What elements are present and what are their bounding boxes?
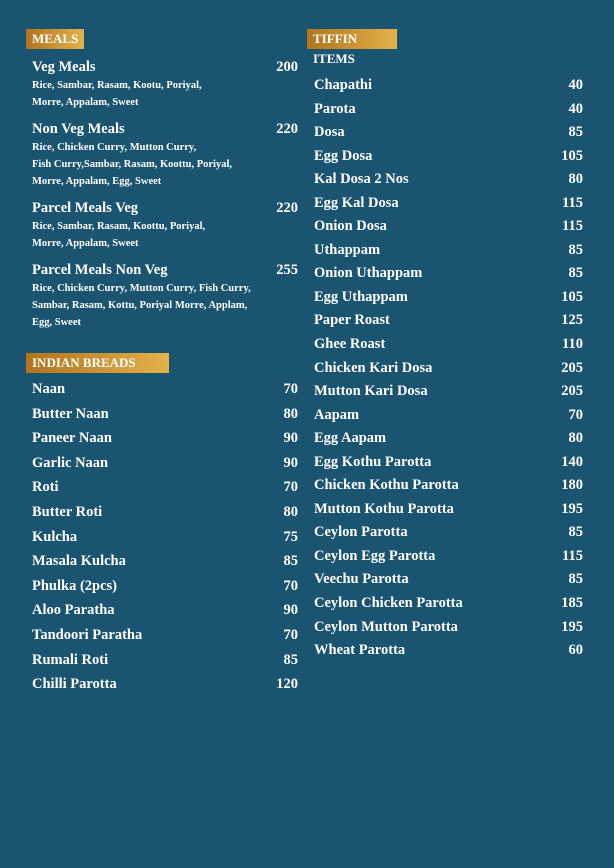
item-name: Dosa xyxy=(314,124,345,141)
item-name: Chicken Kari Dosa xyxy=(314,359,433,376)
menu-item xyxy=(314,357,583,381)
menu-item xyxy=(314,451,583,475)
item-name: Egg Kothu Parotta xyxy=(314,453,432,470)
menu-item xyxy=(32,598,298,623)
menu-item xyxy=(314,215,583,239)
meal-title-row xyxy=(32,260,298,280)
item-name: Garlic Naan xyxy=(32,454,109,471)
menu-item xyxy=(32,426,298,451)
description-line: Rice, Sambar, Rasam, Koottu, Poriyal, xyxy=(32,221,206,232)
item-price: 40 xyxy=(568,100,583,117)
tiffin-items-list xyxy=(314,74,583,663)
menu-item xyxy=(314,521,583,545)
item-price: 85 xyxy=(283,553,298,570)
menu-item xyxy=(314,568,583,592)
meals-list xyxy=(32,57,298,331)
menu-item xyxy=(314,262,583,286)
right-column xyxy=(307,29,583,663)
menu-item xyxy=(32,500,298,525)
item-price: 80 xyxy=(283,405,298,422)
item-price: 115 xyxy=(562,194,583,211)
item-price: 70 xyxy=(283,577,298,594)
item-price: 70 xyxy=(283,626,298,643)
item-price: 200 xyxy=(276,59,298,75)
menu-item xyxy=(32,451,298,476)
item-name: Onion Dosa xyxy=(314,218,387,235)
item-price: 70 xyxy=(568,406,583,423)
item-name: Rumali Roti xyxy=(32,651,109,668)
indian-breads-header: INDIAN BREADS xyxy=(26,353,169,373)
item-price: 85 xyxy=(568,524,583,541)
item-price: 70 xyxy=(283,479,298,496)
item-name: Uthappam xyxy=(314,241,381,258)
menu-item xyxy=(314,333,583,357)
item-price: 85 xyxy=(568,124,583,141)
item-price: 195 xyxy=(561,500,583,517)
item-price: 85 xyxy=(568,571,583,588)
description-line: Rice, Chicken Curry, Mutton Curry, Fish Curry, xyxy=(32,283,251,294)
item-name: Egg Kal Dosa xyxy=(314,194,399,211)
item-name: Non Veg Meals xyxy=(32,121,125,137)
menu-item xyxy=(314,239,583,263)
item-name: Kulcha xyxy=(32,528,78,545)
menu-item xyxy=(32,549,298,574)
item-name: Butter Naan xyxy=(32,405,109,422)
description-line: Morre, Appalam, Sweet xyxy=(32,97,139,108)
item-price: 85 xyxy=(568,265,583,282)
menu-item xyxy=(314,145,583,169)
item-description xyxy=(32,77,298,111)
item-name: Veg Meals xyxy=(32,59,96,75)
item-name: Masala Kulcha xyxy=(32,553,126,570)
item-name: Naan xyxy=(32,381,66,397)
item-name: Chapathi xyxy=(314,77,373,93)
item-price: 70 xyxy=(283,381,298,397)
description-line: Sambar, Rasam, Kottu, Poriyal Morre, Applam, xyxy=(32,300,248,311)
item-name: Ghee Roast xyxy=(314,336,386,353)
item-price: 180 xyxy=(561,477,583,494)
item-name: Ceylon Parotta xyxy=(314,524,408,541)
item-description xyxy=(32,139,298,190)
indian-breads-list xyxy=(32,377,298,697)
item-price: 90 xyxy=(283,602,298,619)
item-price: 125 xyxy=(561,312,583,329)
meal-item xyxy=(32,57,298,111)
menu-item xyxy=(32,475,298,500)
menu-item xyxy=(314,616,583,640)
menu-item xyxy=(314,192,583,216)
menu-item xyxy=(314,498,583,522)
menu-item xyxy=(32,525,298,550)
item-price: 115 xyxy=(562,218,583,235)
item-name: Egg Dosa xyxy=(314,147,373,164)
item-price: 220 xyxy=(276,121,298,137)
meal-item xyxy=(32,119,298,190)
item-description xyxy=(32,218,298,252)
item-name: Aloo Paratha xyxy=(32,602,115,619)
meal-title-row xyxy=(32,119,298,139)
item-name: Ceylon Egg Parotta xyxy=(314,547,436,564)
menu-item xyxy=(32,623,298,648)
meal-item xyxy=(32,198,298,252)
item-price: 80 xyxy=(568,430,583,447)
meal-title-row xyxy=(32,198,298,218)
menu-item xyxy=(314,74,583,98)
menu-item xyxy=(314,427,583,451)
menu-item xyxy=(314,380,583,404)
item-price: 115 xyxy=(562,547,583,564)
description-line: Morre, Appalam, Sweet xyxy=(32,238,139,249)
item-price: 255 xyxy=(276,262,298,278)
menu-item xyxy=(314,309,583,333)
item-price: 185 xyxy=(561,595,583,612)
item-name: Roti xyxy=(32,479,59,496)
item-price: 140 xyxy=(561,453,583,470)
menu-item xyxy=(314,474,583,498)
description-line: Rice, Sambar, Rasam, Kootu, Poriyal, xyxy=(32,80,202,91)
menu-item xyxy=(32,377,298,402)
item-price: 85 xyxy=(283,651,298,668)
menu-item xyxy=(32,648,298,673)
description-line: Fish Curry,Sambar, Rasam, Koottu, Poriyal, xyxy=(32,159,232,170)
description-line: Rice, Chicken Curry, Mutton Curry, xyxy=(32,142,197,153)
item-price: 205 xyxy=(561,383,583,400)
item-name: Phulka (2pcs) xyxy=(32,577,118,594)
tiffin-items-header: TIFFIN ITEMS xyxy=(307,29,397,49)
item-name: Parota xyxy=(314,100,356,117)
item-price: 120 xyxy=(276,676,298,693)
item-name: Ceylon Mutton Parotta xyxy=(314,618,458,635)
item-price: 85 xyxy=(568,241,583,258)
menu-item xyxy=(314,168,583,192)
item-name: Paper Roast xyxy=(314,312,390,329)
item-name: Butter Roti xyxy=(32,503,103,520)
item-name: Egg Aapam xyxy=(314,430,387,447)
item-name: Egg Uthappam xyxy=(314,288,408,305)
item-price: 105 xyxy=(561,288,583,305)
item-price: 90 xyxy=(283,430,298,447)
left-column xyxy=(26,29,298,697)
item-price: 40 xyxy=(568,77,583,93)
item-name: Onion Uthappam xyxy=(314,265,423,282)
description-line: Egg, Sweet xyxy=(32,317,81,328)
menu-item xyxy=(314,286,583,310)
item-name: Kal Dosa 2 Nos xyxy=(314,171,409,188)
item-name: Ceylon Chicken Parotta xyxy=(314,595,463,612)
item-price: 105 xyxy=(561,147,583,164)
item-price: 80 xyxy=(568,171,583,188)
meal-title-row xyxy=(32,57,298,77)
meal-item xyxy=(32,260,298,331)
menu-item xyxy=(32,672,298,697)
item-name: Mutton Kari Dosa xyxy=(314,383,428,400)
item-name: Tandoori Paratha xyxy=(32,626,143,643)
item-price: 205 xyxy=(561,359,583,376)
item-price: 60 xyxy=(568,642,583,659)
meals-header: MEALS xyxy=(26,29,84,49)
item-name: Parcel Meals Veg xyxy=(32,200,139,216)
menu-item xyxy=(314,98,583,122)
menu-item xyxy=(314,592,583,616)
item-name: Wheat Parotta xyxy=(314,642,406,659)
item-description xyxy=(32,280,298,331)
item-price: 220 xyxy=(276,200,298,216)
item-price: 110 xyxy=(562,336,583,353)
menu-item xyxy=(314,121,583,145)
menu-item xyxy=(314,545,583,569)
item-name: Parcel Meals Non Veg xyxy=(32,262,168,278)
item-name: Paneer Naan xyxy=(32,430,112,447)
item-price: 195 xyxy=(561,618,583,635)
item-name: Mutton Kothu Parotta xyxy=(314,500,454,517)
menu-item xyxy=(32,574,298,599)
item-name: Veechu Parotta xyxy=(314,571,409,588)
menu-item xyxy=(314,404,583,428)
item-price: 80 xyxy=(283,503,298,520)
description-line: Morre, Appalam, Egg, Sweet xyxy=(32,176,162,187)
menu-item xyxy=(314,639,583,663)
item-price: 90 xyxy=(283,454,298,471)
item-name: Chilli Parotta xyxy=(32,676,117,693)
menu-item xyxy=(32,402,298,427)
item-name: Aapam xyxy=(314,406,360,423)
item-price: 75 xyxy=(283,528,298,545)
item-name: Chicken Kothu Parotta xyxy=(314,477,459,494)
